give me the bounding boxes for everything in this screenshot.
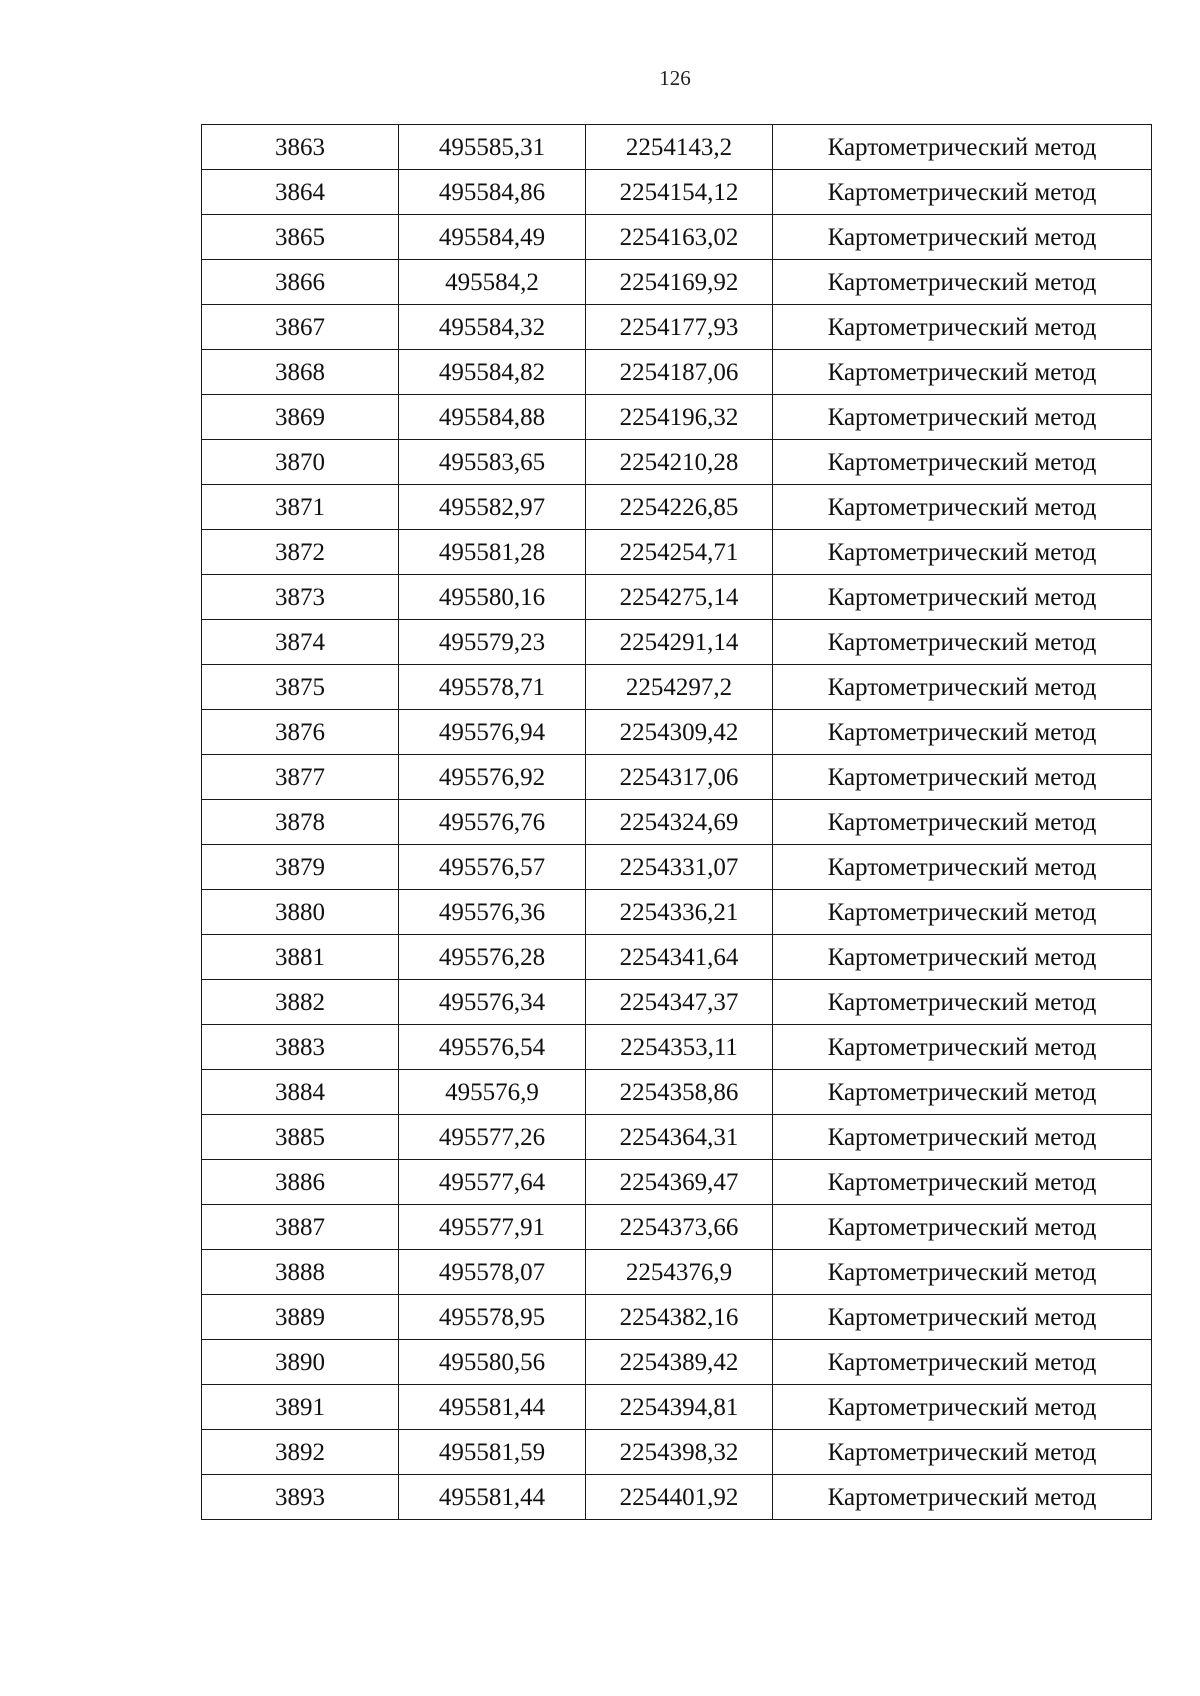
table-row [202,1430,1152,1475]
table-row [202,665,1152,710]
y-coordinate-cell: 2254154,12 [586,170,773,215]
method-cell: Картометрический метод [773,1295,1152,1340]
x-coordinate-cell: 495584,86 [399,170,586,215]
point-number-cell: 3870 [202,440,399,485]
x-coordinate-cell: 495576,9 [399,1070,586,1115]
method-cell: Картометрический метод [773,1385,1152,1430]
table-row [202,485,1152,530]
table-row [202,1295,1152,1340]
x-coordinate-cell: 495578,71 [399,665,586,710]
method-cell: Картометрический метод [773,305,1152,350]
x-coordinate-cell: 495584,32 [399,305,586,350]
table-row [202,890,1152,935]
x-coordinate-cell: 495580,56 [399,1340,586,1385]
method-cell: Картометрический метод [773,485,1152,530]
y-coordinate-cell: 2254389,42 [586,1340,773,1385]
method-cell: Картометрический метод [773,395,1152,440]
x-coordinate-cell: 495576,92 [399,755,586,800]
method-cell: Картометрический метод [773,1070,1152,1115]
y-coordinate-cell: 2254143,2 [586,125,773,170]
table-row [202,170,1152,215]
point-number-cell: 3865 [202,215,399,260]
method-cell: Картометрический метод [773,755,1152,800]
table-row [202,1205,1152,1250]
y-coordinate-cell: 2254187,06 [586,350,773,395]
y-coordinate-cell: 2254364,31 [586,1115,773,1160]
point-number-cell: 3871 [202,485,399,530]
y-coordinate-cell: 2254347,37 [586,980,773,1025]
x-coordinate-cell: 495576,57 [399,845,586,890]
y-coordinate-cell: 2254341,64 [586,935,773,980]
method-cell: Картометрический метод [773,125,1152,170]
method-cell: Картометрический метод [773,935,1152,980]
point-number-cell: 3880 [202,890,399,935]
point-number-cell: 3892 [202,1430,399,1475]
point-number-cell: 3872 [202,530,399,575]
table-row [202,1070,1152,1115]
table-row [202,125,1152,170]
x-coordinate-cell: 495581,44 [399,1475,586,1520]
x-coordinate-cell: 495581,28 [399,530,586,575]
y-coordinate-cell: 2254275,14 [586,575,773,620]
point-number-cell: 3873 [202,575,399,620]
table-row [202,935,1152,980]
point-number-cell: 3868 [202,350,399,395]
y-coordinate-cell: 2254254,71 [586,530,773,575]
table-row [202,1340,1152,1385]
point-number-cell: 3876 [202,710,399,755]
table-row [202,845,1152,890]
table-row [202,620,1152,665]
table-row [202,980,1152,1025]
table-row [202,710,1152,755]
page-number: 126 [659,66,691,90]
point-number-cell: 3890 [202,1340,399,1385]
table-row [202,1475,1152,1520]
table-row [202,1160,1152,1205]
table-row [202,755,1152,800]
method-cell: Картометрический метод [773,1475,1152,1520]
y-coordinate-cell: 2254331,07 [586,845,773,890]
y-coordinate-cell: 2254177,93 [586,305,773,350]
x-coordinate-cell: 495585,31 [399,125,586,170]
point-number-cell: 3883 [202,1025,399,1070]
method-cell: Картометрический метод [773,845,1152,890]
method-cell: Картометрический метод [773,260,1152,305]
point-number-cell: 3866 [202,260,399,305]
y-coordinate-cell: 2254336,21 [586,890,773,935]
point-number-cell: 3863 [202,125,399,170]
x-coordinate-cell: 495576,54 [399,1025,586,1070]
y-coordinate-cell: 2254309,42 [586,710,773,755]
point-number-cell: 3875 [202,665,399,710]
point-number-cell: 3867 [202,305,399,350]
point-number-cell: 3889 [202,1295,399,1340]
x-coordinate-cell: 495576,94 [399,710,586,755]
method-cell: Картометрический метод [773,980,1152,1025]
y-coordinate-cell: 2254297,2 [586,665,773,710]
y-coordinate-cell: 2254169,92 [586,260,773,305]
y-coordinate-cell: 2254226,85 [586,485,773,530]
x-coordinate-cell: 495580,16 [399,575,586,620]
method-cell: Картометрический метод [773,170,1152,215]
table-row [202,575,1152,620]
point-number-cell: 3884 [202,1070,399,1115]
method-cell: Картометрический метод [773,350,1152,395]
method-cell: Картометрический метод [773,710,1152,755]
x-coordinate-cell: 495577,64 [399,1160,586,1205]
method-cell: Картометрический метод [773,620,1152,665]
x-coordinate-cell: 495584,49 [399,215,586,260]
point-number-cell: 3864 [202,170,399,215]
x-coordinate-cell: 495576,28 [399,935,586,980]
x-coordinate-cell: 495584,2 [399,260,586,305]
y-coordinate-cell: 2254163,02 [586,215,773,260]
method-cell: Картометрический метод [773,1340,1152,1385]
y-coordinate-cell: 2254398,32 [586,1430,773,1475]
x-coordinate-cell: 495578,95 [399,1295,586,1340]
point-number-cell: 3878 [202,800,399,845]
table-row [202,1385,1152,1430]
x-coordinate-cell: 495579,23 [399,620,586,665]
table-row [202,215,1152,260]
point-number-cell: 3887 [202,1205,399,1250]
table-row [202,350,1152,395]
y-coordinate-cell: 2254382,16 [586,1295,773,1340]
x-coordinate-cell: 495581,44 [399,1385,586,1430]
y-coordinate-cell: 2254210,28 [586,440,773,485]
point-number-cell: 3886 [202,1160,399,1205]
x-coordinate-cell: 495577,91 [399,1205,586,1250]
x-coordinate-cell: 495584,88 [399,395,586,440]
x-coordinate-cell: 495581,59 [399,1430,586,1475]
point-number-cell: 3891 [202,1385,399,1430]
table-row [202,395,1152,440]
y-coordinate-cell: 2254291,14 [586,620,773,665]
y-coordinate-cell: 2254317,06 [586,755,773,800]
y-coordinate-cell: 2254358,86 [586,1070,773,1115]
y-coordinate-cell: 2254353,11 [586,1025,773,1070]
y-coordinate-cell: 2254373,66 [586,1205,773,1250]
method-cell: Картометрический метод [773,575,1152,620]
x-coordinate-cell: 495582,97 [399,485,586,530]
method-cell: Картометрический метод [773,1160,1152,1205]
y-coordinate-cell: 2254376,9 [586,1250,773,1295]
point-number-cell: 3869 [202,395,399,440]
point-number-cell: 3885 [202,1115,399,1160]
table-row [202,440,1152,485]
point-number-cell: 3879 [202,845,399,890]
method-cell: Картометрический метод [773,1025,1152,1070]
method-cell: Картометрический метод [773,665,1152,710]
method-cell: Картометрический метод [773,1205,1152,1250]
x-coordinate-cell: 495576,34 [399,980,586,1025]
method-cell: Картометрический метод [773,890,1152,935]
x-coordinate-cell: 495583,65 [399,440,586,485]
method-cell: Картометрический метод [773,1430,1152,1475]
method-cell: Картометрический метод [773,1250,1152,1295]
point-number-cell: 3882 [202,980,399,1025]
table-row [202,1115,1152,1160]
table-row [202,800,1152,845]
coordinates-table-body [202,125,1152,1520]
point-number-cell: 3881 [202,935,399,980]
x-coordinate-cell: 495576,36 [399,890,586,935]
table-row [202,1250,1152,1295]
x-coordinate-cell: 495584,82 [399,350,586,395]
method-cell: Картометрический метод [773,530,1152,575]
point-number-cell: 3877 [202,755,399,800]
table-row [202,530,1152,575]
point-number-cell: 3874 [202,620,399,665]
y-coordinate-cell: 2254369,47 [586,1160,773,1205]
point-number-cell: 3888 [202,1250,399,1295]
y-coordinate-cell: 2254324,69 [586,800,773,845]
x-coordinate-cell: 495578,07 [399,1250,586,1295]
method-cell: Картометрический метод [773,215,1152,260]
coordinates-table [201,124,1152,1520]
method-cell: Картометрический метод [773,1115,1152,1160]
table-row [202,260,1152,305]
method-cell: Картометрический метод [773,440,1152,485]
x-coordinate-cell: 495577,26 [399,1115,586,1160]
table-row [202,305,1152,350]
point-number-cell: 3893 [202,1475,399,1520]
method-cell: Картометрический метод [773,800,1152,845]
x-coordinate-cell: 495576,76 [399,800,586,845]
y-coordinate-cell: 2254394,81 [586,1385,773,1430]
table-row [202,1025,1152,1070]
y-coordinate-cell: 2254401,92 [586,1475,773,1520]
y-coordinate-cell: 2254196,32 [586,395,773,440]
